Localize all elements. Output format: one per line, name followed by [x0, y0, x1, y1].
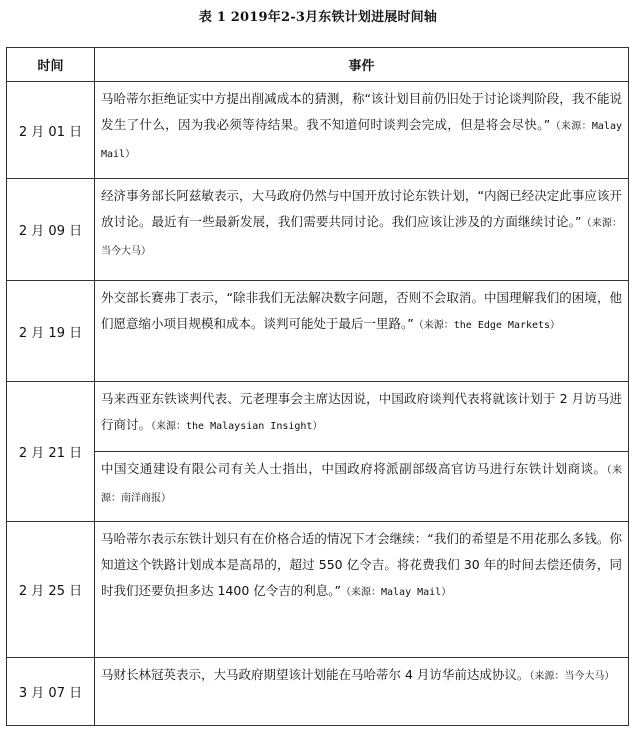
date-cell: 2 月 09 日	[7, 179, 95, 281]
date-cell: 2 月 25 日	[7, 522, 95, 658]
event-source: （来源：Malay Mail）	[101, 121, 622, 160]
event-cell	[95, 658, 629, 726]
table-caption: 表 1 2019年2-3月东铁计划进展时间轴	[198, 10, 438, 25]
date-cell: 2 月 19 日	[7, 281, 95, 382]
date-cell: 3 月 07 日	[7, 658, 95, 726]
header-event: 事件	[95, 48, 629, 82]
table-row	[7, 82, 629, 179]
header-row	[7, 48, 629, 82]
date-cell: 2 月 01 日	[7, 82, 95, 179]
event-text: 马哈蒂尔表示东铁计划只有在价格合适的情况下才会继续：“我们的希望是不用花那么多钱。你知道这个铁路计划成本是高昂的，超过 550 亿令吉。将花费我们 30 年的时间去偿还债务，同时我们还要负担多达 1400 亿令吉的利息。”	[101, 531, 622, 598]
table-row	[7, 522, 629, 658]
table-row	[7, 658, 629, 726]
event-cell	[95, 452, 629, 522]
event-text: 马哈蒂尔拒绝证实中方提出削减成本的猜测，称“该计划目前仍旧处于讨论谈判阶段，我不能说发生了什么，因为我必须等待结果。我不知道何时谈判会完成，但是将会尽快。”	[101, 91, 622, 132]
event-cell	[95, 179, 629, 281]
event-source: （来源：the Malaysian Insight）	[151, 421, 323, 432]
table-row	[7, 281, 629, 382]
event-source: （来源：当今大马）	[529, 671, 615, 682]
event-cell	[95, 82, 629, 179]
event-cell	[95, 281, 629, 382]
timeline-table	[6, 47, 629, 726]
event-text: 经济事务部长阿兹敏表示，大马政府仍然与中国开放讨论东铁计划，“内阁已经决定此事应该开放讨论。最近有一些最新发展，我们需要共同讨论。我们应该让涉及的方面继续讨论。”	[101, 188, 622, 229]
event-source: （来源：南洋商报）	[101, 465, 622, 504]
table-row	[7, 179, 629, 281]
table-row	[7, 382, 629, 452]
table-row	[7, 452, 629, 522]
event-text: 中国交通建设有限公司有关人士指出，中国政府将派副部级高官访马进行东铁计划商谈。	[101, 461, 607, 476]
event-source: （来源：the Edge Markets）	[413, 320, 561, 331]
event-cell	[95, 522, 629, 658]
event-text: 外交部长赛弗丁表示，“除非我们无法解决数字问题，否则不会取消。中国理解我们的困境，他们愿意缩小项目规模和成本。谈判可能处于最后一里路。”	[101, 290, 622, 331]
header-time: 时间	[7, 48, 95, 82]
event-text: 马财长林冠英表示，大马政府期望该计划能在马哈蒂尔 4 月访华前达成协议。	[101, 667, 530, 682]
event-source: （来源：Malay Mail）	[341, 587, 452, 598]
event-cell	[95, 382, 629, 452]
event-text: 马来西亚东铁谈判代表、元老理事会主席达因说，中国政府谈判代表将就该计划于 2 月访马进行商讨。	[101, 391, 622, 432]
date-cell: 2 月 21 日	[7, 382, 95, 522]
event-source: （来源：当今大马）	[101, 218, 623, 257]
